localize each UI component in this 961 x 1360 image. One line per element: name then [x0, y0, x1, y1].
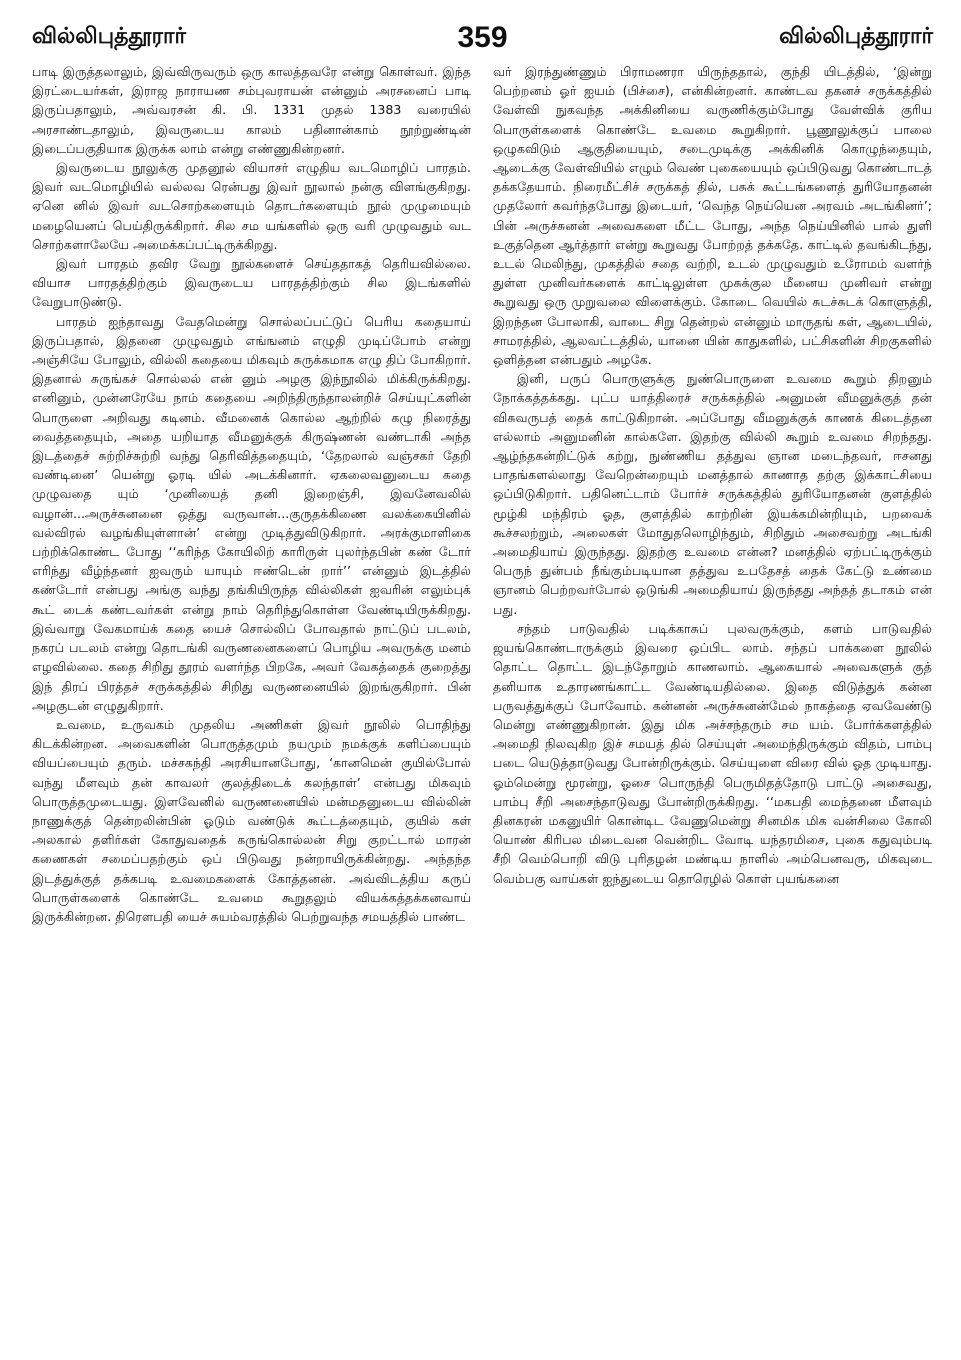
- page-number: 359: [457, 21, 508, 54]
- page-header: [32, 18, 933, 58]
- right-column: [493, 62, 932, 1350]
- paragraph: உவமை, உருவகம் முதலிய அணிகள் இவர் நூலில் பொதிந்து கிடக்கின்றன. அவைகளின் பொருத்தமும் நயமும் நமக்குக் களிப்பையும் வியப்பையும் தரும். மச்சகந்தி அரசியானபோது, ‘கானமென் குயில்போல் வந்து மீளவும் தன் காவலர் குலத்திடைக் கலந்தாள்’ என்பது மிகவும் பொருத்தமுடையது. இளவேனில் வருணனையில் மன்மதனுடைய வில்லின் நாணுக்குத் தென்றலின்பின் ஓடும் வண்டுக் கூட்டத்தையும், குயில் கள் அலகால் தளிர்கள் கோதுவதைக் கருங்கொல்லன் சிறு குறட்டால் மாரன் கணைகள் சமைப்பதற்கும் ஒப் பிடுவது நன்றாயிருக்கின்றது. அந்தந்த இடத்துக்குத் தக்கபடி உவமைகளைக் கோத்தனன். அவ்விடத்திய கருப் பொருள்களைக் கொண்டே உவமை கூறுதலும் வியக்கத்தக்கனவாய் இருக்கின்றன. திரௌபதி யைச் சுயம்வரத்தில் பெற்றுவந்த சமயத்தில் பாண்ட: [32, 716, 471, 924]
- running-head-right: வில்லிபுத்தூரார்: [779, 24, 933, 49]
- text-columns: [32, 62, 933, 1350]
- paragraph: சந்தம் பாடுவதில் படிக்காசுப் புலவருக்கும், களம் பாடுவதில் ஜயங்கொண்டாருக்கும் இவரை ஒப்பிட லாம். சந்தப் பாக்களை நூலில் தொட்ட தொட்ட இடந்தோறும் காணலாம். ஆகையால் அவைகளுக் குத் தனியாக உதாரணங்காட்ட வேண்டியதில்லை. இதை விடுத்துக் கன்ன பருவத்துக்குப் போவோம். கன்னன் அருச்சுனன்மேல் நாகத்தை ஏவவேண்டு மென்று எண்ணுகிறான். இது மிக அச்சந்தரும் சம யம். போர்க்களத்தில் அமைதி நிலவுகிற இச் சமயத் தில் செய்யுள் அமைந்திருக்கும் விதம், பாம்பு படை யெடுத்தாடுவது போன்றிருக்கும். செய்யுளை விரை வில் ஓத முடியாது. ஓம்மென்று மூரன்று, ஓசை பொருந்தி பெருமிதத்தோடு பாட்டு அசைவது, பாம்பு சீறி அசைந்தாடுவது போன்றிருக்கிறது. ‘‘மகபதி மைந்தனை மீளவும் தினகரன் மகனுயிர் கொன்டிட வேணுமென்று சினமிக மிக வன்சிலை கோலி யொண் கிரிபல மிடைவன வென்றிட வோடி யந்தரமிசை, புகை கதுவும்படி சீறி வெம்பொறி விடு புரிதழன் மண்டிய நாளில் அம்பெனவரு, மிகவுடை வெம்பகு வாய்கள் ஐந்துடைய தொரெழில் கொள் புயங்கனை: [493, 620, 932, 886]
- paragraph: வர் இரந்துண்ணும் பிராமணரா யிருந்ததால், குந்தி யிடத்தில், ‘இன்று பெற்றனம் ஓர் ஐயம் (பிச்சை), என்கின்றனர். காண்டவ தகனச் சருக்கத்தில் வேள்வி நுகவந்த அக்கினியை வருணிக்கும்போது வேள்விக் குரிய பொருள்களைக் கொண்டே உவமை கூறுகிறார். பூணூலுக்குப் பாலை ஒழுகவிடும் ஆகுதியையும், சடைமுடிக்கு அக்கினிக் கொழுந்தையும், ஆடைக்கு வேள்வியில் எழும் வெண் புகையையும் ஒப்பிடுவது கொண்டாடத் தக்கதேயாம். நிரைமீட்சிச் சருக்கத் தில், பசுக் கூட்டங்களைத் துரியோதனன் முதலோர் கவர்ந்தபோது இடையர், ‘வெந்த நெய்யென அரவம் அடங்கினர்’; பின் அருச்சுனன் அவைகளை மீட்ட போது, அந்த நெய்யினில் பால் துளி உகுத்தென ஆர்த்தார் என்று கூறுவது போற்றத் தக்கதே. காட்டில் தவங்கிடந்து, உடல் மெலிந்து, முகத்தில் சதை வற்றி, உடல் முழுவதும் உரோமம் வளர்ந் துள்ள முனிவர்களைக் காட்டிலுள்ள முசுக்குல மீனைய முனிவர் என்று கூறுவது ஒரு முறுவலை விளைக்கும். கோடை வெயில் சுடச்சுடக் கொளுத்தி, இறந்தன போலாகி, வாடை சிறு தென்றல் என்னும் மாருதங் கள், ஆடையில், சாமரத்தில், ஆலவட்டத்தில், யானை யின் காதுகளில், பட்சிகளின் சிறகுகளில் ஒளித்தன என்பதும் அழகே.: [493, 64, 932, 368]
- paragraph: பாரதம் ஐந்தாவது வேதமென்று சொல்லப்பட்டுப் பெரிய கதையாய் இருப்பதால், இதனை முழுவதும் எங்ஙனம் எழுதி முடிப்போம் என்று அஞ்சியே போலும், வில்லி கதையை மிகவும் சுருக்கமாக எழு திப் போகிறார். இதனால் சுருங்கச் சொல்லல் என் னும் அழகு இந்நூலில் மிக்கிருக்கிறது. எனினும், முன்னரேயே நாம் கதையை அறிந்திருந்தாலன்றிச் செய்யுட்களின் பொருளை அறிவது கடினம். வீமனைக் கொல்ல ஆற்றில் கழு நிரைத்து வைத்ததையும், அதை யறியாத வீமனுக்குக் கிருஷ்ணன் வண்டாகி அந்த இடத்தைச் சுற்றிச்சுற்றி வந்து தெரிவித்ததையும், ‘தேறலால் வஞ்சகர் தேறி வண்டினை’ யென்று ஓரடி யில் அடக்கினார். ஏகலைவனுடைய கதை முழுவதை யும் ‘முனியைத் தனி இறைஞ்சி, இவனேவலில் வழான்...அருச்சுனனை ஒத்து வருவான்...குருதக்கிணை வலக்கையினில் வல்விரல் வழங்கியுள்ளான்’ என்று முடித்துவிடுகிறார். அரக்குமாளிகை பற்றிக்கொண்ட போது ‘‘கரிந்த கோயிலிற் காரிருள் புலர்ந்தபின் கண் டோர் எரிந்து வீழ்ந்தனர் ஐவரும் யாயும் ஈண்டென் றார்’’ என்னும் இடத்தில் கண்டோர் என்பது அங்கு வந்து தங்கியிருந்த வில்லிகள் ஐவரின் எலும்புக் கூட் டைக் கண்டவர்கள் என்று நாம் தெரிந்துகொள்ள வேண்டியிருக்கிறது. இவ்வாறு வேகமாய்க் கதை யைச் சொல்லிப் போவதால் நாட்டுப் படலம், நகரப் படலம் என்று தொடங்கி வருணனைகளைப் பொழிய அவருக்கு மனம் எழவில்லை. கதை சிறிது தூரம் வளர்ந்த பிறகே, அவர் வேகத்தைக் குறைத்து இந் திரப் பிரத்தச் சருக்கத்தில் சிறிது வருணனையில் இறங்குகிறார். பின் அழகுடன் எழுதுகிறார்.: [32, 313, 471, 713]
- paragraph: இவர் பாரதம் தவிர வேறு நூல்களைச் செய்ததாகத் தெரியவில்லை. வியாச பாரதத்திற்கும் இவருடைய பாரதத்திற்கும் சில இடங்களில் வேறுபாடுண்டு.: [32, 256, 471, 310]
- running-head-left: வில்லிபுத்தூரார்: [32, 24, 186, 49]
- paragraph: பாடி இருத்தலாலும், இவ்விருவரும் ஒரு காலத்தவரே என்று கொள்வர். இந்த இரட்டையர்கள், இராஜ நாராயண சம்புவராயன் என்னும் அரசனைப் பாடி இருப்பதாலும், அவ்வரசன் கி. பி. 1331 முதல் 1383 வரையில் அரசாண்டதாலும், இவருடைய காலம் பதினான்காம் நூற்றுண்டின் இடைப்பகுதியாக இருக்க லாம் என்று எண்ணுகின்றனர்.: [32, 64, 471, 156]
- paragraph: இனி, பருப் பொருளுக்கு நுண்பொருளை உவமை கூறும் திறனும் நோக்கத்தக்கது. புட்ப யாத்திரைச் சருக்கத்தில் அனுமன் வீமனுக்குத் தன் விசுவருபத் தைக் காட்டுகிறான். அப்போது வீமனுக்குக் காணக் கிடைத்தன எல்லாம் அனுமனின் கால்களே. இதற்கு வில்லி கூறும் உவமை சிறந்தது. ஆழ்ந்தகன்றிட்டுக் கற்று, நுண்ணிய தத்துவ ஞான மடைந்தவர், ஈசனது பாதங்களல்லாது வேறென்றையும் மனத்தால் காணாத தற்கு இக்காட்சியை ஒப்பிடுகிறார். பதினெட்டாம் போர்ச் சருக்கத்தில் துரியோதனன் குளத்தில் மூழ்கி மந்திரம் ஓத, குளத்தில் காற்றின் இயக்கமின்றியும், பறவைக் கூச்சலற்றும், அலைகள் மோதுதலொழிந்தும், சிறிதும் அசைவற்று அடங்கி அமைதியாய் இருந்தது. இதற்கு உவமை என்ன? மனத்தில் ஏற்பட்டிருக்கும் பெருந் துன்பம் நீங்கும்படியான தத்துவ உபதேசத் தைக் கேட்டு உண்மை ஞானம் பெற்றவர்போல் ஒடுங்கி அமைதியாய் இருந்தது அந்தத் தடாகம் என் பது.: [493, 371, 932, 617]
- paragraph: இவருடைய நூலுக்கு முதனூல் வியாசர் எழுதிய வடமொழிப் பாரதம். இவர் வடமொழியில் வல்லவ ரென்பது இவர் நூலால் நன்கு விளங்குகிறது. ஏனெ னில் இவர் வடசொற்களையும் தொடர்களையும் நூல் முழுமையும் மழையெனப் பெய்திருக்கிறார். சில சம யங்களில் ஒரு வரி முழுவதும் வட சொற்களாலேயே அமைக்கப்பட்டிருக்கிறது.: [32, 160, 471, 252]
- left-column: [32, 62, 471, 1350]
